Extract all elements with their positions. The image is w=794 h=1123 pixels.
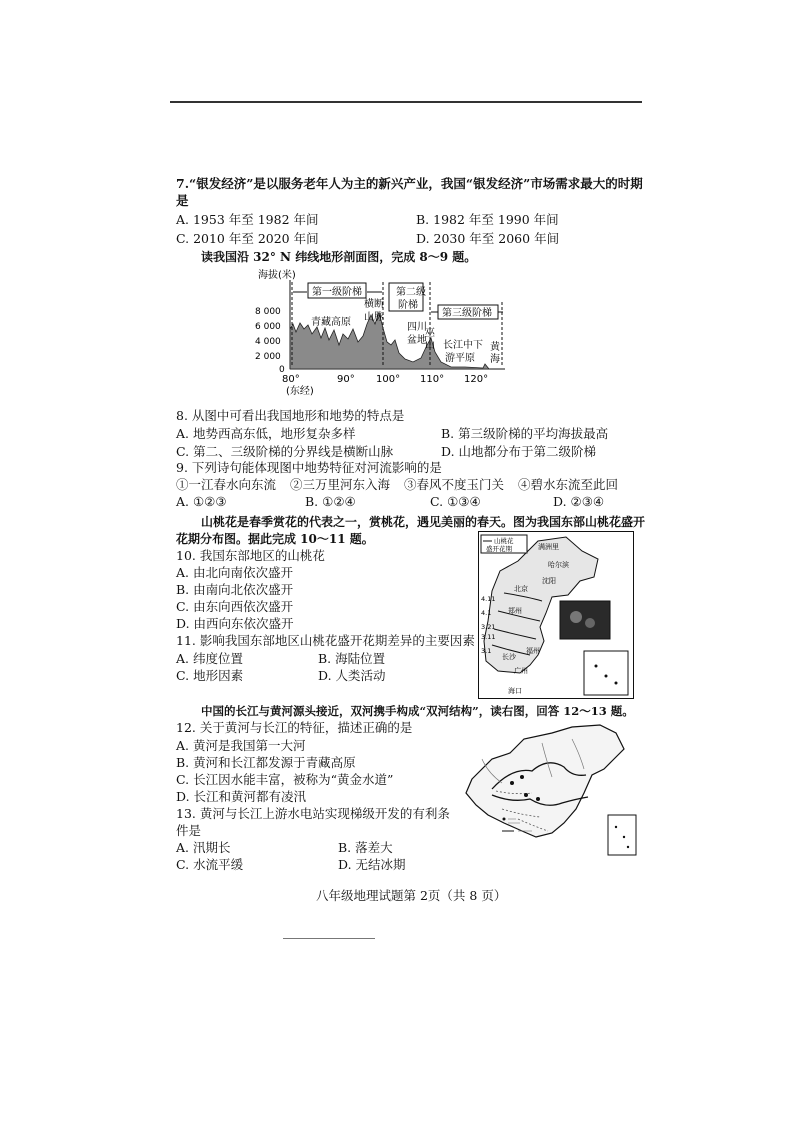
xtick-120: 120° xyxy=(464,374,489,385)
q10-option-c: C. 由东向西依次盛开 xyxy=(176,599,294,614)
xtick-90: 90° xyxy=(337,374,355,385)
q13-option-b: B. 落差大 xyxy=(338,840,393,855)
q12-option-a: A. 黄河是我国第一大河 xyxy=(176,738,306,753)
q13-stem: 13. 黄河与长江上游水电站实现梯级开发的有利条 xyxy=(176,806,450,821)
step2-label-a: 第二级 xyxy=(396,287,426,298)
inset-island-2 xyxy=(605,675,608,678)
xtick-110: 110° xyxy=(420,374,445,385)
q8-option-c: C. 第二、三级阶梯的分界线是横断山脉 xyxy=(176,444,394,459)
step3-label: 第三级阶梯 xyxy=(442,308,492,319)
q8-option-d: D. 山地都分布于第二级阶梯 xyxy=(441,444,597,459)
inset2-island-1 xyxy=(615,826,617,828)
ytick-2000: 2 000 xyxy=(255,352,281,362)
date-3-1: 3.1 xyxy=(481,647,492,655)
q11-option-c: C. 地形因素 xyxy=(176,668,244,683)
intro-10-11-line1: 山桃花是春季赏花的代表之一，赏桃花，遇见美丽的春天。图为我国东部山桃花盛开 xyxy=(201,515,646,529)
blossom-photo-detail-1 xyxy=(570,611,582,623)
q9-option-d: D. ②③④ xyxy=(553,494,605,509)
city-shenyang: 沈阳 xyxy=(542,577,556,585)
inset-island-3 xyxy=(615,682,618,685)
q10-option-a: A. 由北向南依次盛开 xyxy=(176,565,293,580)
label-changjiang-b: 游平原 xyxy=(445,353,475,364)
page-footer: 八年级地理试题第 2页（共 8 页） xyxy=(316,888,507,903)
intro-12-13: 中国的长江与黄河源头接近，双河携手构成“双河结构”，读右图，回答 12～13 题。 xyxy=(201,704,634,718)
q8-stem: 8. 从图中可看出我国地形和地势的特点是 xyxy=(176,408,405,423)
map2-south-sea-inset xyxy=(608,815,636,855)
q10-option-b: B. 由南向北依次盛开 xyxy=(176,582,294,597)
china-outline xyxy=(466,725,624,837)
map1-south-sea-inset xyxy=(584,651,628,695)
inset-island-1 xyxy=(595,665,598,668)
label-hengduan-b: 山脉 xyxy=(364,312,384,323)
label-wushan-b: 山 xyxy=(425,340,435,351)
city-fuzhou: 福州 xyxy=(526,647,540,655)
label-sichuan-a: 四川 xyxy=(407,322,427,333)
q12-option-c: C. 长江因水能丰富，被称为“黄金水道” xyxy=(176,772,394,787)
blossom-photo-detail-2 xyxy=(585,618,595,628)
q10-option-d: D. 由西向东依次盛开 xyxy=(176,616,294,631)
x-unit: (东经) xyxy=(286,386,314,396)
label-changjiang-a: 长江中下 xyxy=(443,340,483,351)
city-guangzhou: 广州 xyxy=(514,667,528,675)
q7-option-c: C. 2010 年至 2020 年间 xyxy=(176,231,319,246)
q10-stem: 10. 我国东部地区的山桃花 xyxy=(176,548,325,563)
city-beijing: 北京 xyxy=(514,585,528,593)
q7-option-d: D. 2030 年至 2060 年间 xyxy=(416,231,560,246)
label-huanghai-b: 海 xyxy=(490,354,500,365)
q8-option-b: B. 第三级阶梯的平均海拔最高 xyxy=(441,426,609,441)
q13-stem-cont: 件是 xyxy=(176,823,202,838)
q11-option-a: A. 纬度位置 xyxy=(176,651,243,666)
q7-option-b: B. 1982 年至 1990 年间 xyxy=(416,212,559,227)
q11-option-d: D. 人类活动 xyxy=(318,668,386,683)
q9-poem-1: ①一江春水向东流 xyxy=(176,477,277,492)
hydro-station-1 xyxy=(510,781,514,785)
label-hengduan-a: 横断 xyxy=(364,299,384,310)
hydro-station-3 xyxy=(520,775,524,779)
ytick-6000: 6 000 xyxy=(255,322,281,332)
footer-rule xyxy=(283,938,375,939)
hydro-station-2 xyxy=(524,793,528,797)
header-rule xyxy=(170,101,642,103)
step1-label: 第一级阶梯 xyxy=(312,287,362,298)
city-haerbin: 哈尔滨 xyxy=(548,561,569,569)
map1-legend-b: 盛开花期 xyxy=(486,545,512,553)
q9-poem-2: ②三万里河东入海 xyxy=(290,477,391,492)
city-manzhouli: 满洲里 xyxy=(538,543,559,551)
inset2-island-3 xyxy=(627,846,629,848)
q7-stem: 7.“银发经济”是以服务老年人为主的新兴产业，我国“银发经济”市场需求最大的时期 xyxy=(176,176,643,191)
label-qingzang: 青藏高原 xyxy=(311,317,351,328)
q7-stem-cont: 是 xyxy=(176,193,189,208)
q13-option-d: D. 无结冰期 xyxy=(338,857,406,872)
china-rivers-map xyxy=(452,719,642,859)
label-sichuan-b: 盆地 xyxy=(407,335,427,346)
q9-option-a: A. ①②③ xyxy=(176,494,227,509)
step2-label-b: 阶梯 xyxy=(398,300,418,311)
city-changsha: 长沙 xyxy=(502,653,516,661)
hydro-station-4 xyxy=(536,797,540,801)
q11-stem: 11. 影响我国东部地区山桃花盛开花期差异的主要因素 xyxy=(176,633,475,648)
q12-stem: 12. 关于黄河与长江的特征，描述正确的是 xyxy=(176,720,413,735)
q13-option-a: A. 汛期长 xyxy=(176,840,231,855)
terrain-profile-figure xyxy=(255,266,515,396)
city-zhengzhou: 郑州 xyxy=(508,607,522,615)
q11-option-b: B. 海陆位置 xyxy=(318,651,386,666)
q9-poem-4: ④碧水东流至此回 xyxy=(518,477,619,492)
q9-poem-3: ③春风不度玉门关 xyxy=(404,477,505,492)
profile-ylabel: 海拔(米) xyxy=(258,270,296,281)
xtick-80: 80° xyxy=(282,374,300,385)
q9-stem: 9. 下列诗句能体现图中地势特征对河流影响的是 xyxy=(176,460,442,475)
date-4-1: 4.1 xyxy=(481,609,492,617)
ytick-4000: 4 000 xyxy=(255,337,281,347)
q9-option-c: C. ①③④ xyxy=(430,494,481,509)
xtick-100: 100° xyxy=(376,374,401,385)
q13-option-c: C. 水流平缓 xyxy=(176,857,244,872)
peach-blossom-map xyxy=(478,531,634,699)
label-wushan-a: 巫 xyxy=(425,328,435,339)
intro-10-11-line2: 花期分布图。据此完成 10～11 题。 xyxy=(176,532,374,546)
q7-option-a: A. 1953 年至 1982 年间 xyxy=(176,212,319,227)
map2-legend-dot xyxy=(503,818,506,821)
q12-option-d: D. 长江和黄河都有凌汛 xyxy=(176,789,307,804)
q12-option-b: B. 黄河和长江都发源于青藏高原 xyxy=(176,755,356,770)
date-4-11: 4.11 xyxy=(481,595,496,603)
q8-option-a: A. 地势西高东低，地形复杂多样 xyxy=(176,426,356,441)
inset2-island-2 xyxy=(623,836,625,838)
date-3-21: 3.21 xyxy=(481,623,496,631)
city-haikou: 海口 xyxy=(508,687,522,695)
ytick-8000: 8 000 xyxy=(255,307,281,317)
label-huanghai-a: 黄 xyxy=(490,342,500,353)
intro-8-9: 读我国沿 32° N 纬线地形剖面图，完成 8～9 题。 xyxy=(201,250,477,264)
q9-option-b: B. ①②④ xyxy=(305,494,356,509)
map1-legend-a: 山桃花 xyxy=(494,537,514,545)
blossom-photo xyxy=(560,601,610,639)
ytick-0: 0 xyxy=(279,365,285,375)
date-3-11: 3.11 xyxy=(481,633,496,641)
